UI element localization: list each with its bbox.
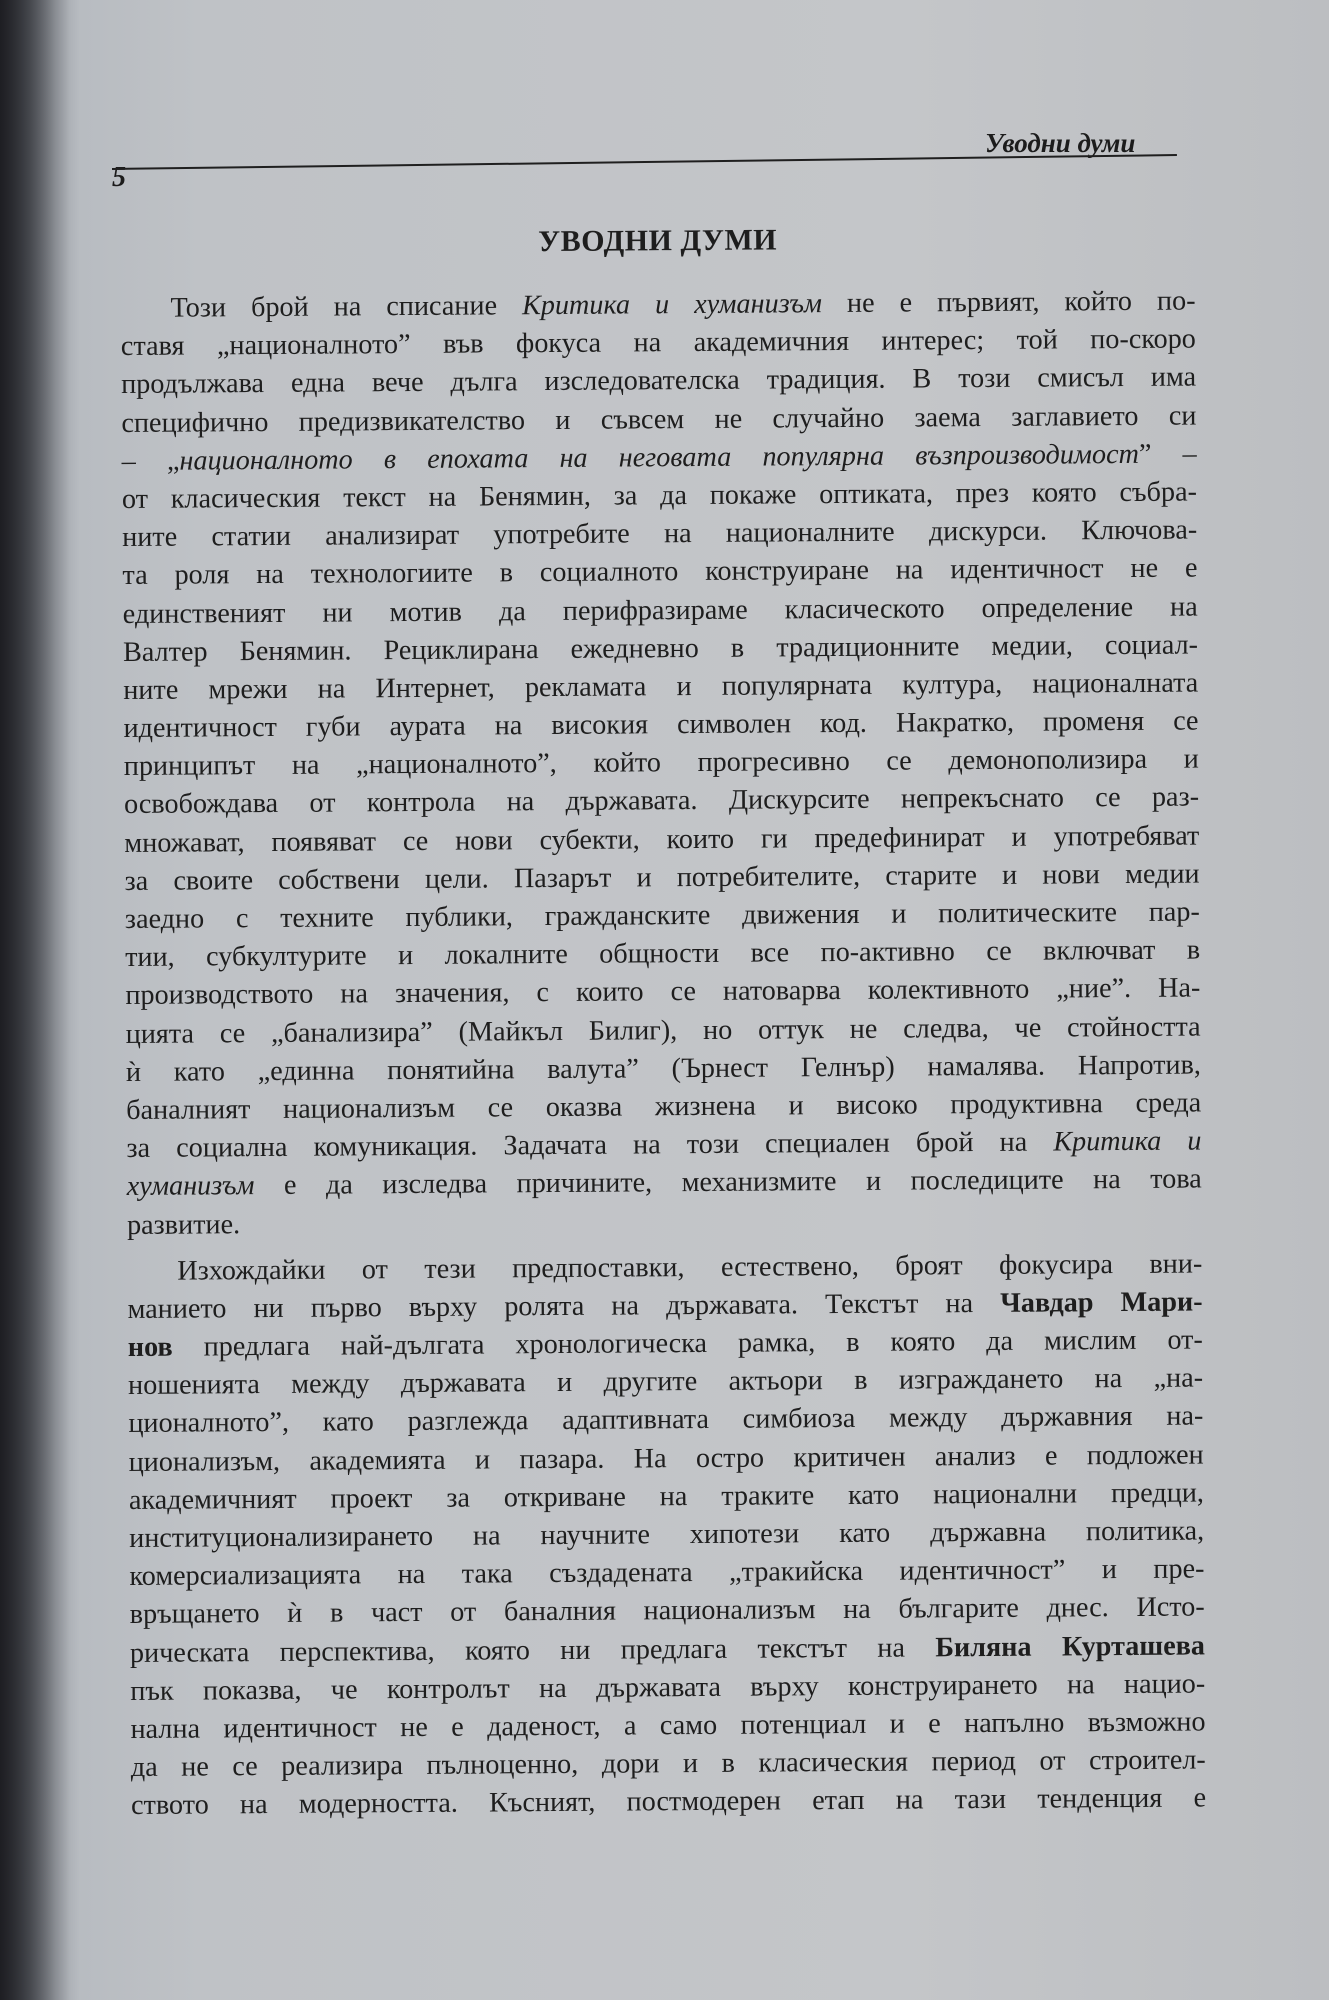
text-run: предлага най-дългата хронологическа рамка, в която да мислим от- xyxy=(172,1324,1203,1363)
text-run: за своите собствени цели. Пазарът и потребителите, старите и нови медии xyxy=(124,858,1200,897)
paragraph xyxy=(120,282,1202,1244)
text-block xyxy=(120,214,1206,1825)
bold-author-name: Чавдар Мари- xyxy=(1000,1286,1203,1319)
section-title: УВОДНИ ДУМИ xyxy=(538,223,778,259)
text-run: манието ни първо върху ролята на държавата. Текстът на xyxy=(127,1287,1001,1325)
text-run: заедно с техните публики, гражданските движения и политическите пар- xyxy=(124,896,1200,935)
text-run: от класическия текст на Бенямин, за да покаже оптиката, през която събра- xyxy=(121,476,1198,515)
text-run: ството на модерността. Късният, постмодерен етап на тази тенденция е xyxy=(130,1782,1207,1822)
text-line xyxy=(127,1161,1202,1207)
text-run: Този брой на списание xyxy=(170,290,523,324)
page-number: 5 xyxy=(112,162,126,193)
text-run: връщането ѝ в част от баналния национализъм на българите днес. Исто- xyxy=(129,1591,1205,1631)
text-run: ните статии анализират употребите на националните дискурси. Ключова- xyxy=(122,514,1198,554)
text-run: академичният проект за откриване на траките като национални предци, xyxy=(128,1477,1205,1516)
text-run: множават, появяват се нови субекти, които ги предефинират и употребяват xyxy=(124,820,1200,859)
text-run: идентичност губи аурата на високия символен код. Накратко, променя се xyxy=(123,705,1199,745)
bold-author-name: Биляна Курташева xyxy=(935,1630,1206,1663)
text-run: ционализъм, академията и пазара. На остро критичен анализ е подложен xyxy=(128,1439,1204,1478)
text-run: ставя „националното” във фокуса на академичния интерес; той по-скоро xyxy=(120,323,1196,363)
text-run: да не се реализира пълноценно, дори и в класическия период от строител- xyxy=(130,1744,1206,1784)
text-run: принципът на „националното”, който прогресивно се демонополизира и xyxy=(123,743,1199,783)
italic-text: Критика и хуманизъм xyxy=(521,288,823,322)
running-head: Уводни думи xyxy=(985,128,1136,158)
text-run: ” – xyxy=(1138,438,1197,470)
italic-text: Критика и xyxy=(1053,1125,1202,1158)
text-line xyxy=(131,1780,1206,1826)
text-run: рическата перспектива, която ни предлага текстът на xyxy=(129,1631,936,1669)
text-run: та роля на технологиите в социалното конструиране на идентичност не е xyxy=(122,552,1198,592)
text-run: нална идентичност не е даденост, а само потенциал и е напълно възможно xyxy=(130,1706,1206,1745)
text-run: институционализирането на научните хипотези като държавна политика, xyxy=(129,1515,1205,1554)
text-run: специфично предизвикателство и съвсем не случайно заема заглавието си xyxy=(121,400,1197,439)
text-run: цията се „банализира” (Майкъл Билиг), но оттук не следва, че стойността xyxy=(125,1011,1201,1050)
text-run: Валтер Бенямин. Рециклирана ежедневно в традиционните медии, социал- xyxy=(122,629,1199,668)
text-run: пък показва, че контролът на държавата върху конструирането на нацио- xyxy=(130,1668,1206,1707)
text-run: баналният национализъм се оказва жизнена и високо продуктивна среда xyxy=(126,1087,1202,1126)
text-run: освобождава от контрола на държавата. Дискурсите непрекъснато се раз- xyxy=(123,781,1200,821)
text-run: производството на значения, с които се натоварва колективното „ние”. На- xyxy=(125,972,1201,1012)
text-run: ношенията между държавата и другите актьори в изграждането на „на- xyxy=(128,1362,1204,1402)
text-run: единственият ни мотив да перифразираме класическото определение на xyxy=(122,590,1198,630)
text-run: ционалното”, като разглежда адаптивната симбиоза между държавния на- xyxy=(128,1400,1204,1440)
text-run: тии, субкултурите и локалните общности все по-активно се включват в xyxy=(125,934,1201,974)
text-run: за социална комуникация. Задачата на този специален брой на xyxy=(126,1126,1054,1165)
text-run: е да изследва причините, механизмите и последиците на това xyxy=(254,1163,1202,1202)
text-run: ните мрежи на Интернет, рекламата и популярната култура, националната xyxy=(123,667,1199,706)
bold-author-name: нов xyxy=(127,1331,173,1364)
text-run: – „ xyxy=(121,445,180,477)
header-rule xyxy=(112,154,1177,170)
text-run: не е първият, който по- xyxy=(821,285,1196,320)
italic-text: хуманизъм xyxy=(126,1170,255,1203)
text-run: ѝ като „единна понятийна валута” (Ърнест Гелнър) намалява. Напротив, xyxy=(125,1049,1202,1088)
body-text xyxy=(120,282,1206,1825)
text-run: комерсиализацията на така създадената „тракийска идентичност” и пре- xyxy=(129,1553,1205,1593)
paragraph xyxy=(127,1245,1206,1825)
text-run: развитие. xyxy=(126,1208,241,1241)
text-run: продължава една вече дълга изследователска традиция. В този смисъл има xyxy=(121,361,1197,401)
text-run: Изхождайки от тези предпоставки, естествено, броят фокусира вни- xyxy=(177,1248,1203,1287)
italic-text: националното в епохата на неговата популярна възпроизводимост xyxy=(179,438,1140,477)
